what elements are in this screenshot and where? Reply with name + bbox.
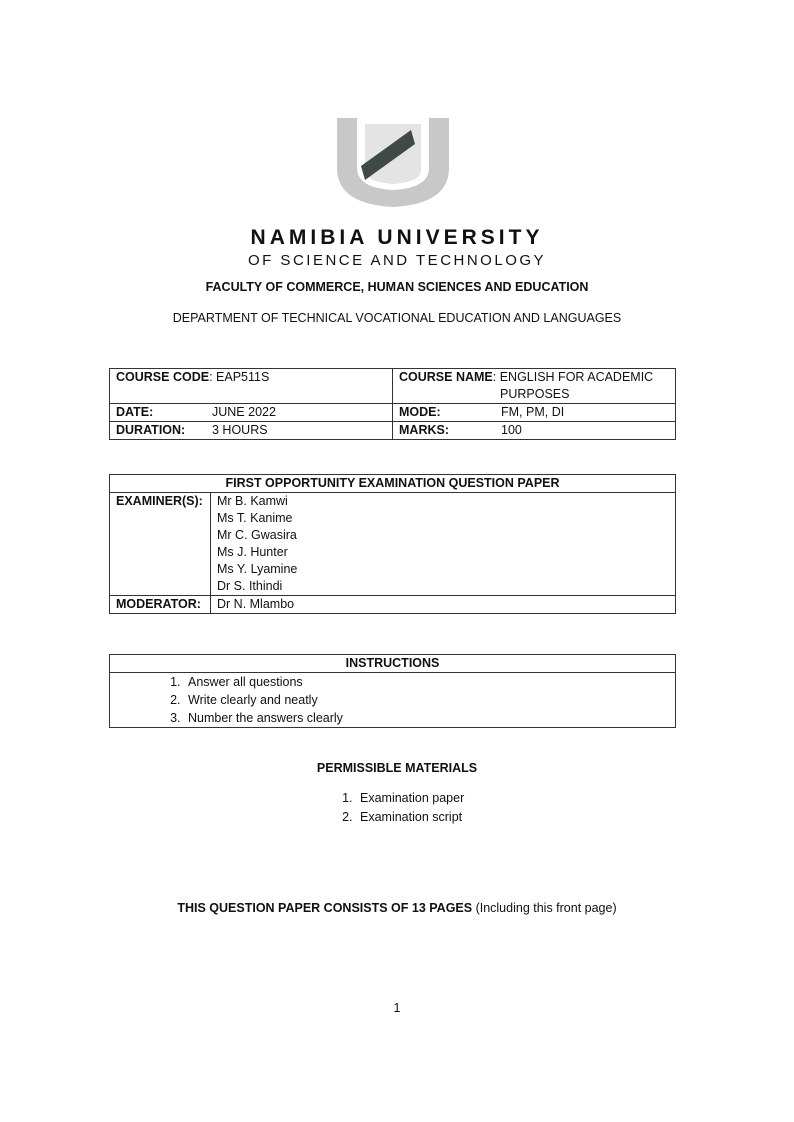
date-cell	[110, 404, 393, 422]
university-subtitle: OF SCIENCE AND TECHNOLOGY	[247, 252, 547, 269]
date-label: DATE:	[116, 405, 154, 419]
instruction-item: 1. Answer all questions	[184, 673, 675, 691]
university-name: NAMIBIA UNIVERSITY	[250, 226, 544, 249]
course-code-value: : EAP511S	[209, 370, 270, 384]
date-value: JUNE 2022	[212, 405, 276, 419]
exam-title: FIRST OPPORTUNITY EXAMINATION QUESTION PAPER	[110, 475, 676, 493]
page-number: 1	[393, 1001, 401, 1015]
mode-cell	[393, 404, 676, 422]
university-logo	[333, 110, 453, 210]
course-name-value: : ENGLISH FOR ACADEMIC	[492, 370, 654, 384]
instruction-item: 3. Number the answers clearly	[184, 709, 675, 727]
course-code-cell	[110, 369, 393, 404]
examiners-table	[109, 474, 676, 614]
examiners-label: EXAMINER(S):	[110, 493, 211, 596]
department-heading: DEPARTMENT OF TECHNICAL VOCATIONAL EDUCATION AND LANGUAGES	[172, 311, 622, 325]
material-item: 2. Examination script	[356, 808, 464, 827]
duration-cell	[110, 422, 393, 440]
materials-list	[336, 789, 464, 827]
moderator-label: MODERATOR:	[110, 596, 211, 614]
duration-value: 3 HOURS	[212, 423, 268, 437]
mode-value: FM, PM, DI	[501, 405, 565, 419]
mode-label: MODE:	[399, 405, 441, 419]
moderator-name: Dr N. Mlambo	[211, 596, 676, 614]
course-name-value-line2: PURPOSES	[500, 387, 570, 401]
materials-heading: PERMISSIBLE MATERIALS	[316, 761, 478, 775]
page-count-note	[0, 901, 794, 915]
examiner-name: Mr C. Gwasira	[217, 528, 297, 542]
course-info-table	[109, 368, 676, 440]
course-name-cell	[393, 369, 676, 404]
marks-cell	[393, 422, 676, 440]
material-item: 1. Examination paper	[356, 789, 464, 808]
examiner-name: Ms J. Hunter	[217, 545, 288, 559]
instruction-item: 2. Write clearly and neatly	[184, 691, 675, 709]
instructions-title: INSTRUCTIONS	[110, 655, 676, 673]
examiner-name: Ms T. Kanime	[217, 511, 293, 525]
faculty-heading: FACULTY OF COMMERCE, HUMAN SCIENCES AND EDUCATION	[205, 280, 589, 294]
examiner-name: Ms Y. Lyamine	[217, 562, 298, 576]
page-count-normal: (Including this front page)	[472, 901, 617, 915]
instructions-table	[109, 654, 676, 728]
examiner-name: Dr S. Ithindi	[217, 579, 283, 593]
page-count-bold: THIS QUESTION PAPER CONSISTS OF 13 PAGES	[177, 901, 473, 915]
duration-label: DURATION:	[116, 423, 186, 437]
examiner-name: Mr B. Kamwi	[217, 494, 288, 508]
course-code-label: COURSE CODE	[116, 370, 210, 384]
examiners-list	[211, 493, 676, 596]
instructions-cell	[110, 673, 676, 728]
marks-value: 100	[501, 423, 522, 437]
course-name-label: COURSE NAME	[399, 370, 493, 384]
instructions-list	[110, 673, 675, 727]
marks-label: MARKS:	[399, 423, 449, 437]
